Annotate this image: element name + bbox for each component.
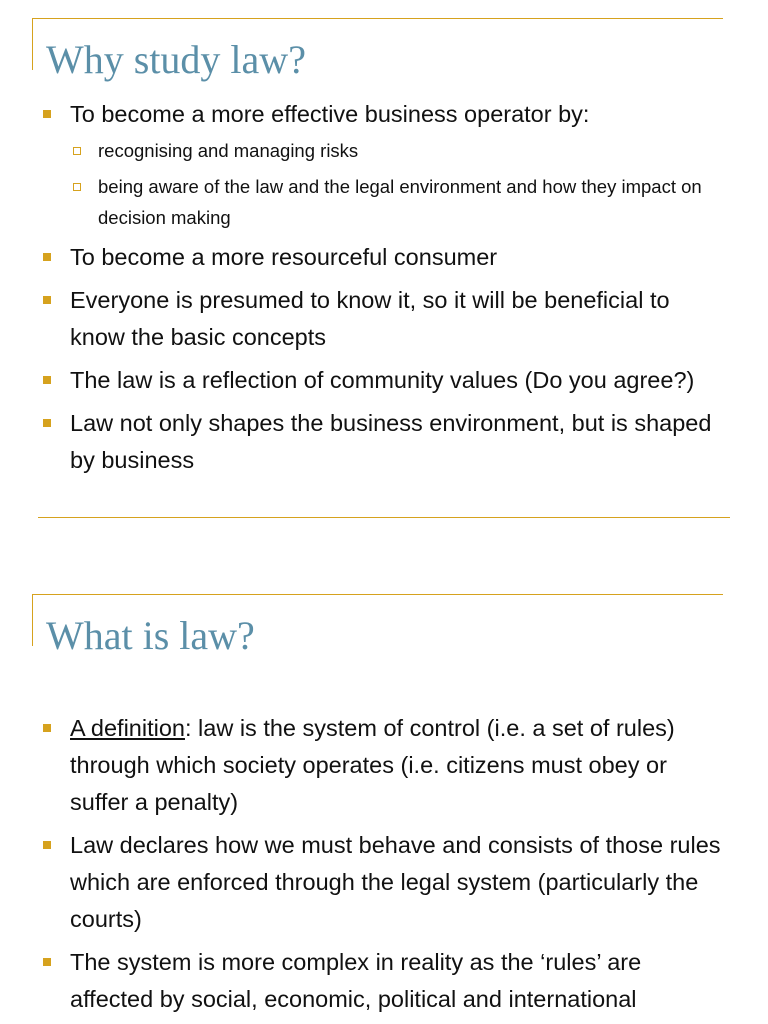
square-bullet-icon — [43, 841, 51, 849]
sub-bullet-text: being aware of the law and the legal environment and how they impact on decision making — [98, 176, 702, 228]
bullet-text: The system is more complex in reality as the ‘rules’ are affected by social, economic, political and international — [70, 949, 642, 1012]
bullet-item — [40, 96, 730, 233]
bullet-item — [40, 827, 730, 938]
square-bullet-icon — [43, 110, 51, 118]
square-bullet-icon — [43, 253, 51, 261]
square-bullet-icon — [43, 296, 51, 304]
slide-frame-left-border — [32, 18, 33, 70]
bullet-item — [40, 405, 730, 479]
sub-bullet-text: recognising and managing risks — [98, 140, 359, 161]
sub-bullet-item — [70, 171, 730, 233]
slide-what-is-law — [0, 580, 768, 1024]
bullet-text: The law is a reflection of community values (Do you agree?) — [70, 367, 695, 393]
square-bullet-icon — [43, 958, 51, 966]
definition-label: A definition — [70, 715, 185, 741]
slide-frame-top-border — [32, 594, 723, 595]
slide-frame-left-border — [32, 594, 33, 646]
bullet-list — [40, 710, 730, 1024]
slide-title: Why study law? — [46, 37, 306, 82]
square-bullet-icon — [43, 376, 51, 384]
hollow-square-bullet-icon — [73, 183, 81, 191]
slide-frame-bottom-border — [38, 517, 730, 518]
bullet-text: : law is the system of control (i.e. a set of rules) through which society operates (i.e. citizens must obey or suffer a penalty) — [70, 715, 675, 815]
hollow-square-bullet-icon — [73, 147, 81, 155]
bullet-item — [40, 362, 730, 399]
bullet-text: To become a more resourceful consumer — [70, 244, 498, 270]
bullet-item — [40, 239, 730, 276]
bullet-text: To become a more effective business operator by: — [70, 101, 590, 127]
bullet-list — [40, 96, 730, 485]
square-bullet-icon — [43, 724, 51, 732]
bullet-item — [40, 944, 730, 1018]
slide-frame-top-border — [32, 18, 723, 19]
bullet-item — [40, 282, 730, 356]
bullet-text: Law declares how we must behave and consists of those rules which are enforced through the legal system (particularly the courts) — [70, 832, 721, 932]
square-bullet-icon — [43, 419, 51, 427]
bullet-item — [40, 710, 730, 821]
sub-bullet-item — [70, 135, 730, 166]
slide-title: What is law? — [46, 613, 255, 658]
bullet-text: Everyone is presumed to know it, so it will be beneficial to know the basic concepts — [70, 287, 670, 350]
bullet-text: Law not only shapes the business environment, but is shaped by business — [70, 410, 712, 473]
sub-bullet-list — [70, 135, 730, 233]
